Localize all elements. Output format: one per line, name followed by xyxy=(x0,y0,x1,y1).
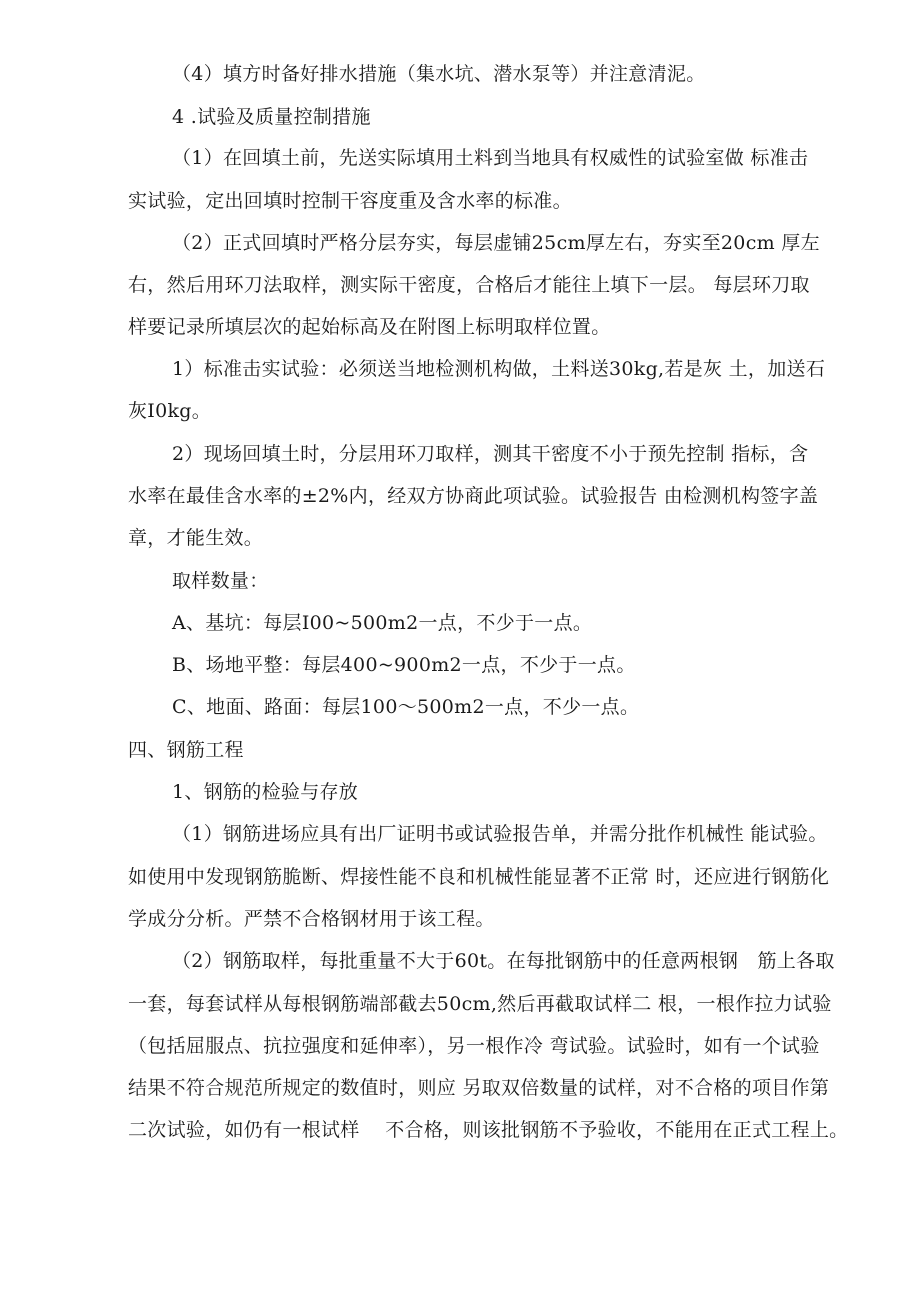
paragraph-line: 1）标准击实试验：必须送当地检测机构做，土料送30kg,若是灰 土，加送石 xyxy=(172,358,826,380)
list-item: C、地面、路面：每层100～500m2一点，不少一点。 xyxy=(172,696,640,718)
list-heading: 取样数量： xyxy=(172,570,269,592)
paragraph-line: （包括屈服点、抗拉强度和延伸率），另一根作冷 弯试验。试验时，如有一个试验 xyxy=(128,1035,820,1057)
paragraph-line: 学成分分析。严禁不合格钢材用于该工程。 xyxy=(128,908,495,930)
list-item: B、场地平整：每层400~900m2一点，不少于一点。 xyxy=(172,654,636,676)
paragraph-line: （1）在回填土前，先送实际填用土料到当地具有权威性的试验室做 标准击 xyxy=(172,147,809,169)
paragraph-line: 实试验，定出回填时控制干容度重及含水率的标准。 xyxy=(128,190,572,212)
chapter-heading: 四、钢筋工程 xyxy=(128,739,244,761)
paragraph-line: （2）钢筋取样，每批重量不大于60t。在每批钢筋中的任意两根钢 筋上各取 xyxy=(172,950,835,972)
paragraph-line: （2）正式回填时严格分层夯实，每层虚铺25cm厚左右，夯实至20cm 厚左 xyxy=(172,232,820,254)
paragraph-line: 水率在最佳含水率的±2%内，经双方协商此项试验。试验报告 由检测机构签字盖 xyxy=(128,485,819,507)
paragraph-line: 二次试验，如仍有一根试样 不合格，则该批钢筋不予验收，不能用在正式工程上。 xyxy=(128,1119,849,1141)
paragraph-line: 一套，每套试样从每根钢筋端部截去50cm,然后再截取试样二 根，一根作拉力试验 xyxy=(128,993,832,1015)
paragraph-line: 2）现场回填土时，分层用环刀取样，测其干密度不小于预先控制 指标，含 xyxy=(172,443,809,465)
paragraph-line: 样要记录所填层次的起始标高及在附图上标明取样位置。 xyxy=(128,316,611,338)
paragraph-line: 右，然后用环刀法取样，测实际干密度，合格后才能往上填下一层。 每层环刀取 xyxy=(128,274,810,296)
paragraph-line: 如使用中发现钢筋脆断、焊接性能不良和机械性能显著不正常 时，还应进行钢筋化 xyxy=(128,866,830,888)
section-heading: 1、钢筋的检验与存放 xyxy=(172,781,359,803)
section-heading: 4 .试验及质量控制措施 xyxy=(172,106,371,128)
list-item: A、基坑：每层I00~500m2一点，不少于一点。 xyxy=(172,612,593,634)
paragraph-line: （1）钢筋进场应具有出厂证明书或试验报告单，并需分批作机械性 能试验。 xyxy=(172,823,828,845)
paragraph-line: （4）填方时备好排水措施（集水坑、潜水泵等）并注意清泥。 xyxy=(172,63,706,85)
paragraph-line: 灰I0kg。 xyxy=(128,400,212,422)
paragraph-line: 结果不符合规范所规定的数值时，则应 另取双倍数量的试样，对不合格的项目作第 xyxy=(128,1077,830,1099)
paragraph-line: 章，才能生效。 xyxy=(128,527,264,549)
